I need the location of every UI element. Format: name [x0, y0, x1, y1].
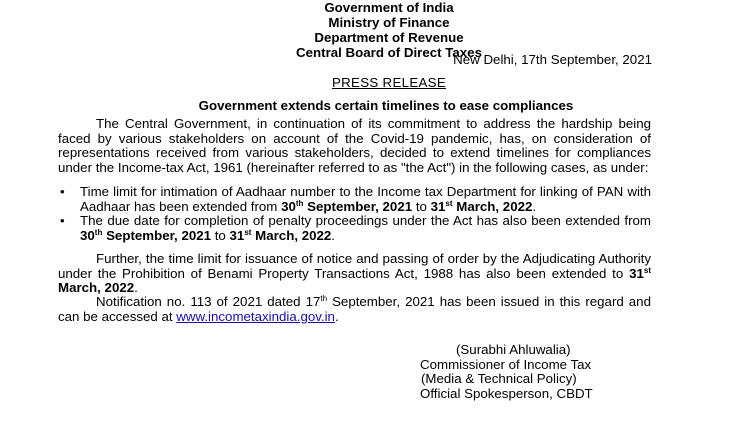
header-government: Government of India — [324, 0, 454, 15]
incometax-website-link[interactable]: www.incometaxindia.gov.in — [176, 308, 335, 324]
list-item: • The due date for completion of penalty proceedings under the Act has also been extended from 30th September, 2021 to 31st March, 2022. — [60, 213, 651, 243]
signatory-title: Commissioner of Income Tax — [420, 356, 592, 372]
further-paragraph: Further, the time limit for issuance of notice and passing of order by the Adjudicating Authority under the Prohibition of Benami Property Transactions Act, 1988 has also been extended to 31st March, 2022. — [58, 251, 651, 295]
bullet-icon: • — [60, 213, 65, 228]
to-date: 31st March, 2022 — [430, 198, 533, 214]
dateline: New Delhi, 17th September, 2021 — [453, 52, 652, 67]
signatory-name: (Surabhi Ahluwalia) — [456, 342, 571, 357]
list-item: • Time limit for intimation of Aadhaar number to the Income tax Department for linking of PAN with Aadhaar has been extended from 30th September, 2021 to 31st March, 2022. — [60, 184, 651, 214]
bullet-text: Time limit for intimation of Aadhaar number to the Income tax Department for linking of PAN with Aadhaar has been extended from — [80, 184, 651, 214]
press-release-label: PRESS RELEASE — [331, 75, 446, 90]
letterhead — [0, 0, 750, 60]
subject-heading: Government extends certain timelines to ease compliances — [198, 98, 574, 113]
header-ministry: Ministry of Finance — [328, 15, 450, 30]
intro-paragraph: The Central Government, in continuation of its commitment to address the hardship being faced by various stakeholders on account of the Covid-19 pandemic, has, on consideration of representations received from various stakeholders, decided to extend timelines for compliances under the Income-tax Act, 1961 (hereinafter referred to as "the Act") in the following cases, as under: — [58, 116, 651, 175]
signatory-role: Official Spokesperson, CBDT — [420, 385, 593, 401]
to-date: 31st March, 2022 — [229, 227, 332, 243]
signatory-unit: (Media & Technical Policy) — [421, 371, 577, 387]
notification-paragraph: Notification no. 113 of 2021 dated 17th September, 2021 has been issued in this regard and can be accessed at www.incometaxindia.gov.in. — [58, 294, 651, 324]
signature-block — [420, 343, 593, 401]
bullet-icon: • — [60, 184, 65, 199]
header-department: Department of Revenue — [314, 30, 464, 45]
bullet-text: The due date for completion of penalty proceedings under the Act has also been extended from — [80, 213, 651, 228]
bullet-list — [58, 185, 651, 243]
header-board: Central Board of Direct Taxes — [296, 45, 482, 60]
from-date: 30th September, 2021 — [80, 227, 212, 243]
press-release-heading — [0, 75, 750, 90]
from-date: 30th September, 2021 — [281, 198, 413, 214]
extended-date: 31st March, 2022 — [58, 265, 651, 295]
